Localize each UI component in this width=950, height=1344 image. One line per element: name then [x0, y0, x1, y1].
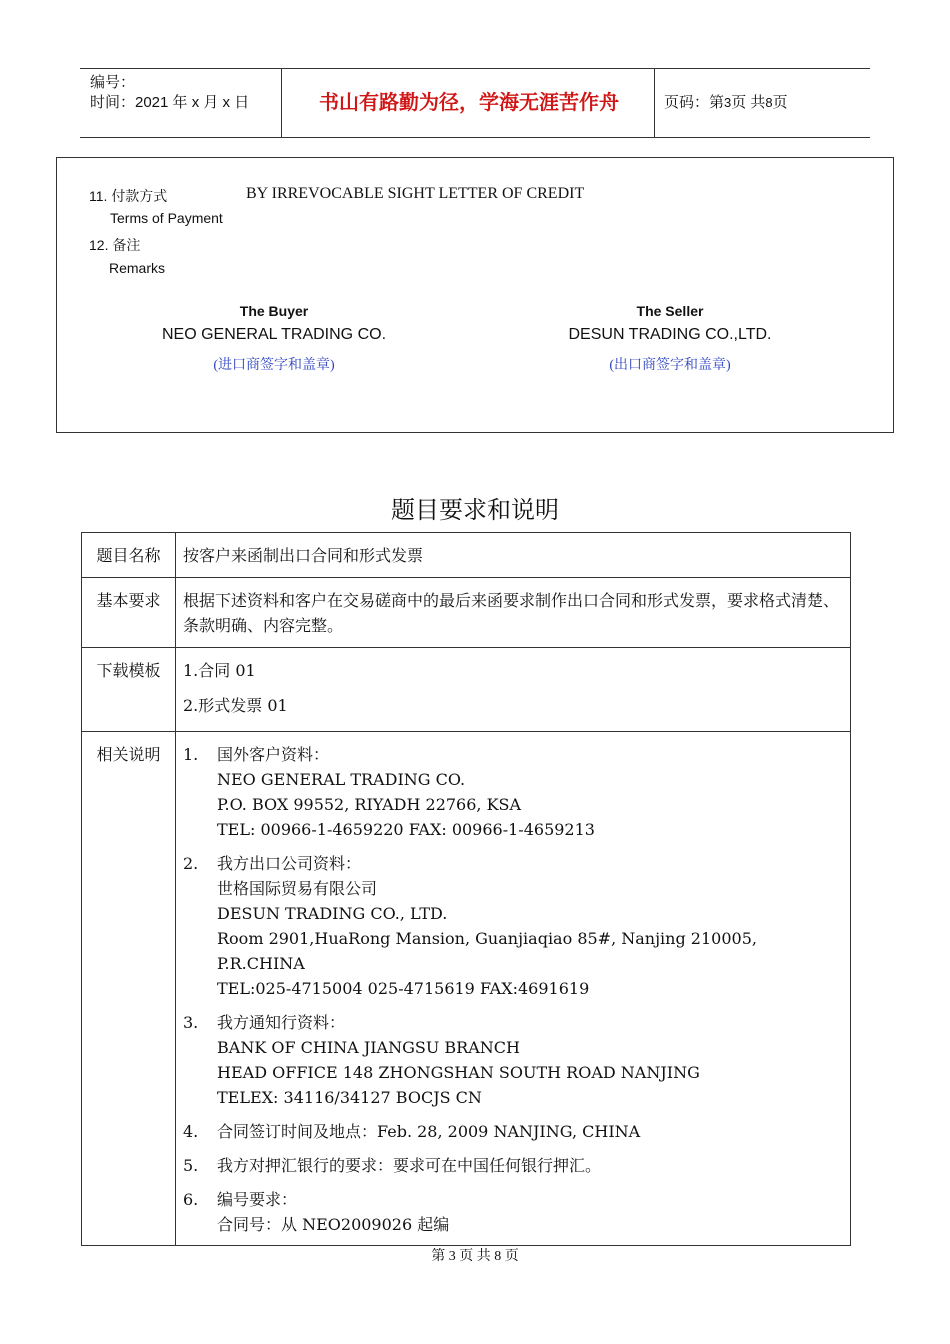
note-line: 合同签订时间及地点：Feb. 28, 2009 NANJING, CHINA [217, 1122, 641, 1141]
note-number: 1. [183, 745, 199, 764]
note-body [217, 1153, 601, 1178]
item12-en: Remarks [109, 260, 166, 276]
note-line: 我方通知行资料： [217, 1013, 346, 1032]
note-line: NEO GENERAL TRADING CO. [217, 770, 466, 789]
requirements-table [81, 532, 851, 1246]
item11-label: 11. 付款方式 [89, 188, 168, 204]
note-line: 编号要求： [217, 1190, 298, 1209]
page-current: 3 [724, 95, 732, 110]
row-content: 根据下述资料和客户在交易磋商中的最后来函要求制作出口合同和形式发票，要求格式清楚、条款明确、内容完整。 [176, 578, 851, 648]
page-footer: 第 3 页 共 8 页 [431, 1249, 519, 1264]
header-motto: 书山有路勤为径，学海无涯苦作舟 [319, 92, 619, 114]
note-item [183, 851, 842, 1001]
item12-label: 12. 备注 [89, 237, 141, 253]
note-item [183, 1010, 842, 1110]
page-suffix: 页 [772, 94, 788, 111]
note-body [217, 742, 595, 842]
row-content: 按客户来函制出口合同和形式发票 [176, 533, 851, 578]
table-row [82, 578, 851, 648]
note-line: HEAD OFFICE 148 ZHONGSHAN SOUTH ROAD NANJING [217, 1063, 700, 1082]
note-line: P.O. BOX 99552, RIYADH 22766, KSA [217, 795, 522, 814]
note-body [217, 1119, 640, 1144]
buyer-title: The Buyer [239, 303, 309, 319]
page-total: 8 [765, 95, 773, 110]
header-divider [654, 69, 655, 137]
time-label: 时间：2021 年 x 月 x 日 [90, 94, 250, 111]
header-meta [90, 73, 249, 113]
number-label: 编号： [90, 74, 136, 91]
note-line: TEL:025-4715004 025-4715619 FAX:4691619 [217, 979, 590, 998]
note-body [217, 1010, 700, 1110]
note-line: 国外客户资料： [217, 745, 330, 764]
header-page-number [664, 69, 788, 137]
note-item [183, 742, 842, 842]
note-line: TELEX: 34116/34127 BOCJS CN [217, 1088, 482, 1107]
seller-sign: (出口商签字和盖章) [609, 358, 731, 373]
note-line: TEL: 00966-1-4659220 FAX: 00966-1-4659213 [217, 820, 595, 839]
note-line: Room 2901,HuaRong Mansion, Guanjiaqiao 85#, Nanjing 210005, P.R.CHINA [217, 929, 757, 973]
page-mid: 页 共 [731, 94, 766, 111]
requirements-title: 题目要求和说明 [391, 497, 559, 524]
table-row [82, 533, 851, 578]
template-item: 2.形式发票 01 [183, 696, 288, 715]
row-label: 题目名称 [82, 533, 176, 578]
seller-name: DESUN TRADING CO.,LTD. [568, 326, 772, 343]
row-label: 相关说明 [82, 732, 176, 1246]
row-content [176, 648, 851, 732]
buyer-sign: (进口商签字和盖章) [213, 358, 335, 373]
note-body [217, 1187, 449, 1237]
note-line: 世格国际贸易有限公司 [217, 879, 378, 898]
template-item: 1.合同 01 [183, 661, 256, 680]
row-label: 基本要求 [82, 578, 176, 648]
note-line: 合同号：从 NEO2009026 起编 [217, 1215, 450, 1234]
note-item [183, 1119, 842, 1144]
note-line: 我方出口公司资料： [217, 854, 362, 873]
note-number: 5. [183, 1156, 199, 1175]
note-item [183, 1187, 842, 1237]
note-item [183, 1153, 842, 1178]
table-row [82, 648, 851, 732]
note-number: 6. [183, 1190, 199, 1209]
buyer-name: NEO GENERAL TRADING CO. [161, 326, 387, 343]
note-number: 3. [183, 1013, 199, 1032]
seller-title: The Seller [636, 303, 704, 319]
page-header [80, 68, 870, 138]
page-prefix: 页码：第 [664, 94, 725, 111]
note-body [217, 851, 842, 1001]
item11-value: BY IRREVOCABLE SIGHT LETTER OF CREDIT [246, 185, 585, 202]
table-row [82, 732, 851, 1246]
note-number: 2. [183, 854, 199, 873]
note-line: DESUN TRADING CO., LTD. [217, 904, 448, 923]
row-label: 下载模板 [82, 648, 176, 732]
note-line: BANK OF CHINA JIANGSU BRANCH [217, 1038, 520, 1057]
note-line: 我方对押汇银行的要求：要求可在中国任何银行押汇。 [217, 1156, 602, 1175]
item11-en: Terms of Payment [110, 210, 223, 226]
notes-content [176, 732, 851, 1246]
contract-box [56, 157, 894, 433]
note-number: 4. [183, 1122, 199, 1141]
